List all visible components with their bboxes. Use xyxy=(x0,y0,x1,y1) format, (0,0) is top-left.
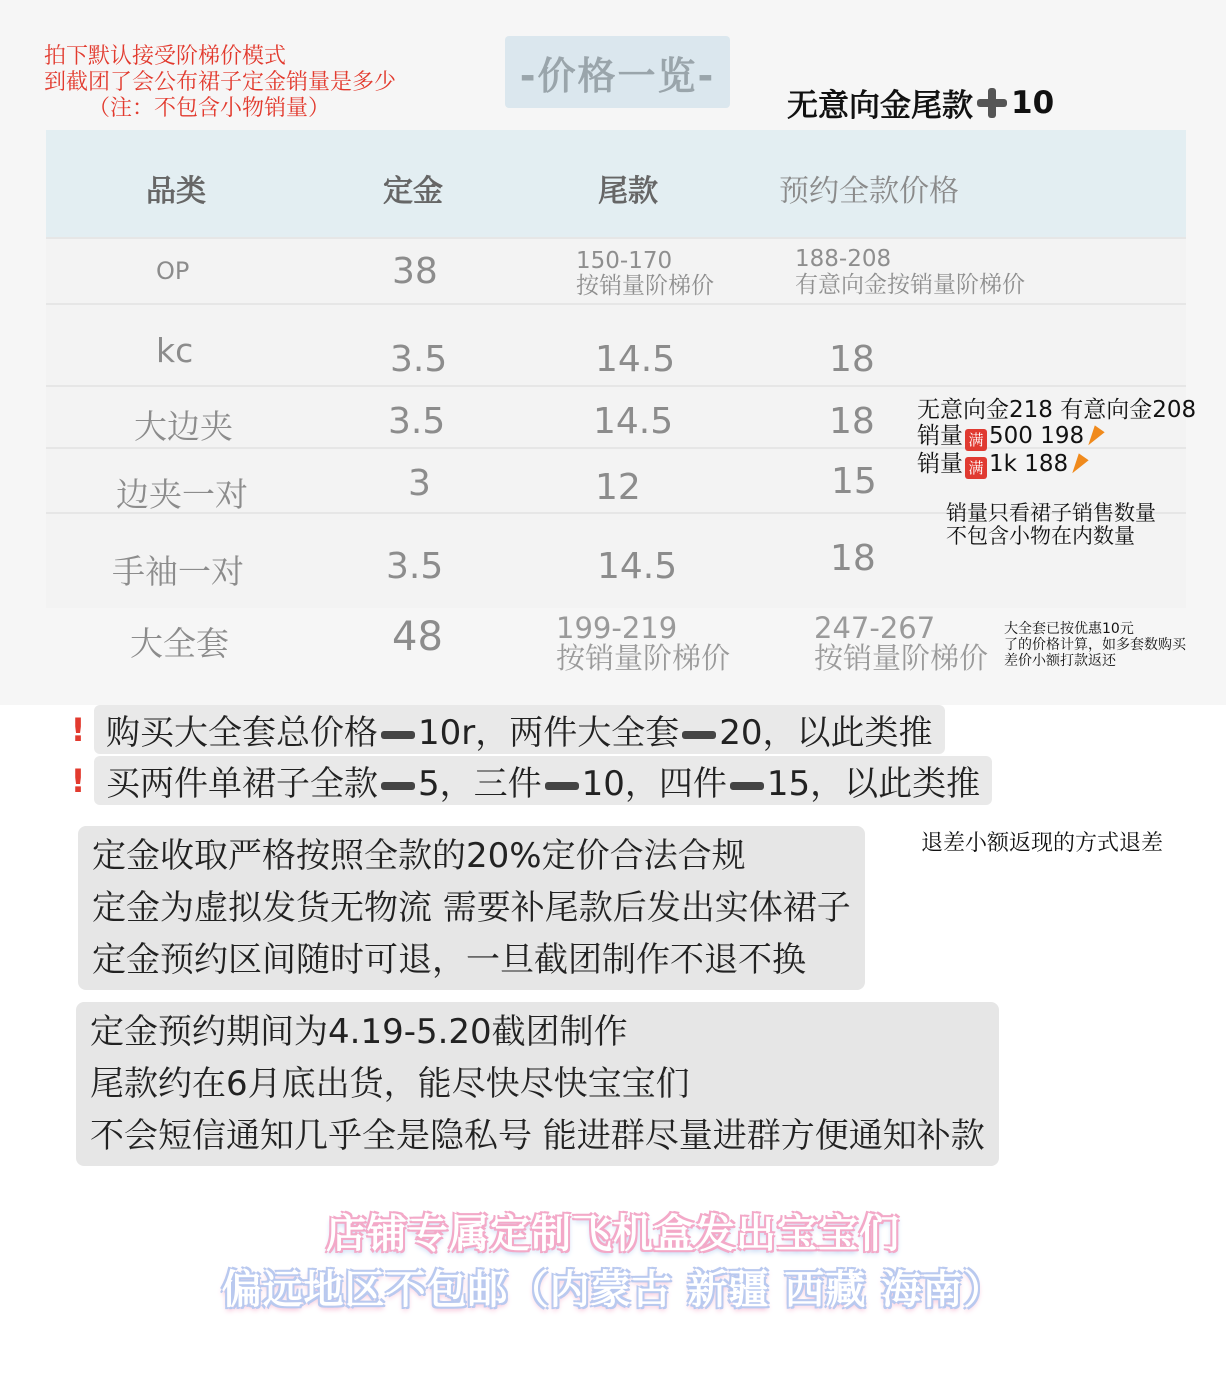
bundle-note-line-1: 大全套已按优惠10元 xyxy=(1004,621,1134,637)
balance-note-text: 无意向金尾款 xyxy=(787,88,973,124)
bundle-discount-note xyxy=(1004,621,1186,669)
bundle-note-line-3: 差价小额打款返还 xyxy=(1004,653,1116,669)
bundle-note-line-2: 了的价格计算，如多套数购买 xyxy=(1004,637,1186,653)
notice-line-3: （注：不包含小物销量） xyxy=(88,96,331,121)
row-category: kc xyxy=(156,331,194,370)
header-balance: 尾款 xyxy=(598,174,658,209)
row-category: 手袖一对 xyxy=(112,552,244,591)
policy-line: 尾款约在6月底出货，能尽快尽快宝宝们 xyxy=(90,1064,690,1104)
row-balance-note: 按销量阶梯价 xyxy=(556,641,731,675)
row-balance: 14.5 xyxy=(597,546,678,587)
notice-line-1: 拍下默认接受阶梯价模式 xyxy=(44,44,287,69)
exclamation-icon: ! xyxy=(70,761,86,800)
tier-value: 500 198 xyxy=(989,423,1085,449)
alert-segment: 10，四件 xyxy=(581,764,727,804)
table-row xyxy=(46,237,1186,305)
intent-line: 无意向金218 有意向金208 xyxy=(917,397,1197,423)
alert-segment: 买两件单裙子全款 xyxy=(106,764,378,804)
row-full-note: 有意向金按销量阶梯价 xyxy=(795,272,1025,298)
intent-price-note xyxy=(917,397,1196,479)
balance-note-value: 10 xyxy=(1011,84,1055,121)
minus-icon xyxy=(381,731,415,739)
alert-segment: 5，三件 xyxy=(418,764,542,804)
row-deposit: 38 xyxy=(392,251,438,292)
row-full: 188-208 xyxy=(795,246,892,272)
row-full: 18 xyxy=(830,538,876,579)
row-deposit: 3.5 xyxy=(386,546,444,587)
row-full: 247-267 xyxy=(814,611,936,645)
row-full: 15 xyxy=(831,461,877,502)
tier-line-1 xyxy=(917,423,1196,451)
alert-segment: 15，以此类推 xyxy=(766,764,981,804)
alert-line-bundle xyxy=(66,704,992,755)
header-deposit: 定金 xyxy=(383,174,443,209)
tier-line-2 xyxy=(917,451,1196,479)
tier-prefix: 销量 xyxy=(917,423,963,449)
tier-prefix: 销量 xyxy=(917,451,963,477)
minus-icon xyxy=(381,782,415,790)
carrot-icon xyxy=(1068,453,1089,476)
exclamation-icon: ! xyxy=(70,710,86,749)
table-header xyxy=(46,130,1186,237)
row-deposit: 3.5 xyxy=(388,401,446,442)
row-balance: 199-219 xyxy=(556,611,678,645)
row-full: 18 xyxy=(829,401,875,442)
schedule-policy-block xyxy=(76,1002,999,1166)
sales-count-note xyxy=(946,502,1156,548)
row-deposit: 3 xyxy=(408,463,431,504)
row-category: 大全套 xyxy=(130,624,229,663)
sales-note-line-1: 销量只看裙子销售数量 xyxy=(946,501,1156,525)
refund-method-note: 退差小额返现的方式退差 xyxy=(921,831,1164,856)
row-balance: 14.5 xyxy=(595,339,676,380)
alert-segment: 20，以此类推 xyxy=(719,713,933,753)
remote-area-note: 偏远地区不包邮（内蒙古 新疆 西藏 海南） xyxy=(221,1267,1005,1313)
alert-segment: 购买大全套总价格 xyxy=(106,713,378,753)
row-category: OP xyxy=(156,257,190,285)
policy-line: 定金收取严格按照全款的20%定价合法合规 xyxy=(92,836,746,876)
row-balance: 12 xyxy=(595,467,641,508)
plus-icon xyxy=(975,86,1009,120)
row-deposit: 3.5 xyxy=(390,339,448,380)
tier-value: 1k 188 xyxy=(989,451,1069,477)
sales-note-line-2: 不包含小物在内数量 xyxy=(946,524,1135,548)
full-badge: 满 xyxy=(965,429,987,451)
row-category: 边夹一对 xyxy=(116,475,248,514)
alert-text xyxy=(94,705,945,754)
page-title: -价格一览- xyxy=(505,36,730,108)
row-balance: 14.5 xyxy=(593,401,674,442)
tier-price-notice xyxy=(44,44,396,122)
deposit-policy-block xyxy=(78,826,865,990)
alert-line-dress xyxy=(66,755,992,806)
alert-text xyxy=(94,756,992,805)
minus-icon xyxy=(545,782,579,790)
shipping-box-note: 店铺专属定制飞机盒发出宝宝们 xyxy=(326,1211,900,1257)
balance-note xyxy=(787,80,1054,125)
header-category: 品类 xyxy=(146,174,206,209)
carrot-icon xyxy=(1083,425,1104,448)
header-full-price: 预约全款价格 xyxy=(779,174,959,209)
row-full-note: 按销量阶梯价 xyxy=(814,641,989,675)
full-badge: 满 xyxy=(965,457,987,479)
row-deposit: 48 xyxy=(392,614,443,660)
policy-line: 不会短信通知几乎全是隐私号 能进群尽量进群方便通知补款 xyxy=(90,1116,985,1156)
notice-line-2: 到截团了会公布裙子定金销量是多少 xyxy=(44,70,397,95)
alert-segment: 10r，两件大全套 xyxy=(418,713,680,753)
minus-icon xyxy=(682,731,716,739)
row-balance-note: 按销量阶梯价 xyxy=(576,273,714,299)
policy-line: 定金预约期间为4.19-5.20截团制作 xyxy=(90,1012,628,1052)
policy-line: 定金为虚拟发货无物流 需要补尾款后发出实体裙子 xyxy=(92,888,851,928)
row-category: 大边夹 xyxy=(134,407,233,446)
row-full: 18 xyxy=(829,339,875,380)
table-row xyxy=(46,303,1186,387)
policy-line: 定金预约区间随时可退，一旦截团制作不退不换 xyxy=(92,940,806,980)
discount-alerts xyxy=(66,704,992,806)
row-balance: 150-170 xyxy=(576,248,673,274)
minus-icon xyxy=(730,782,764,790)
